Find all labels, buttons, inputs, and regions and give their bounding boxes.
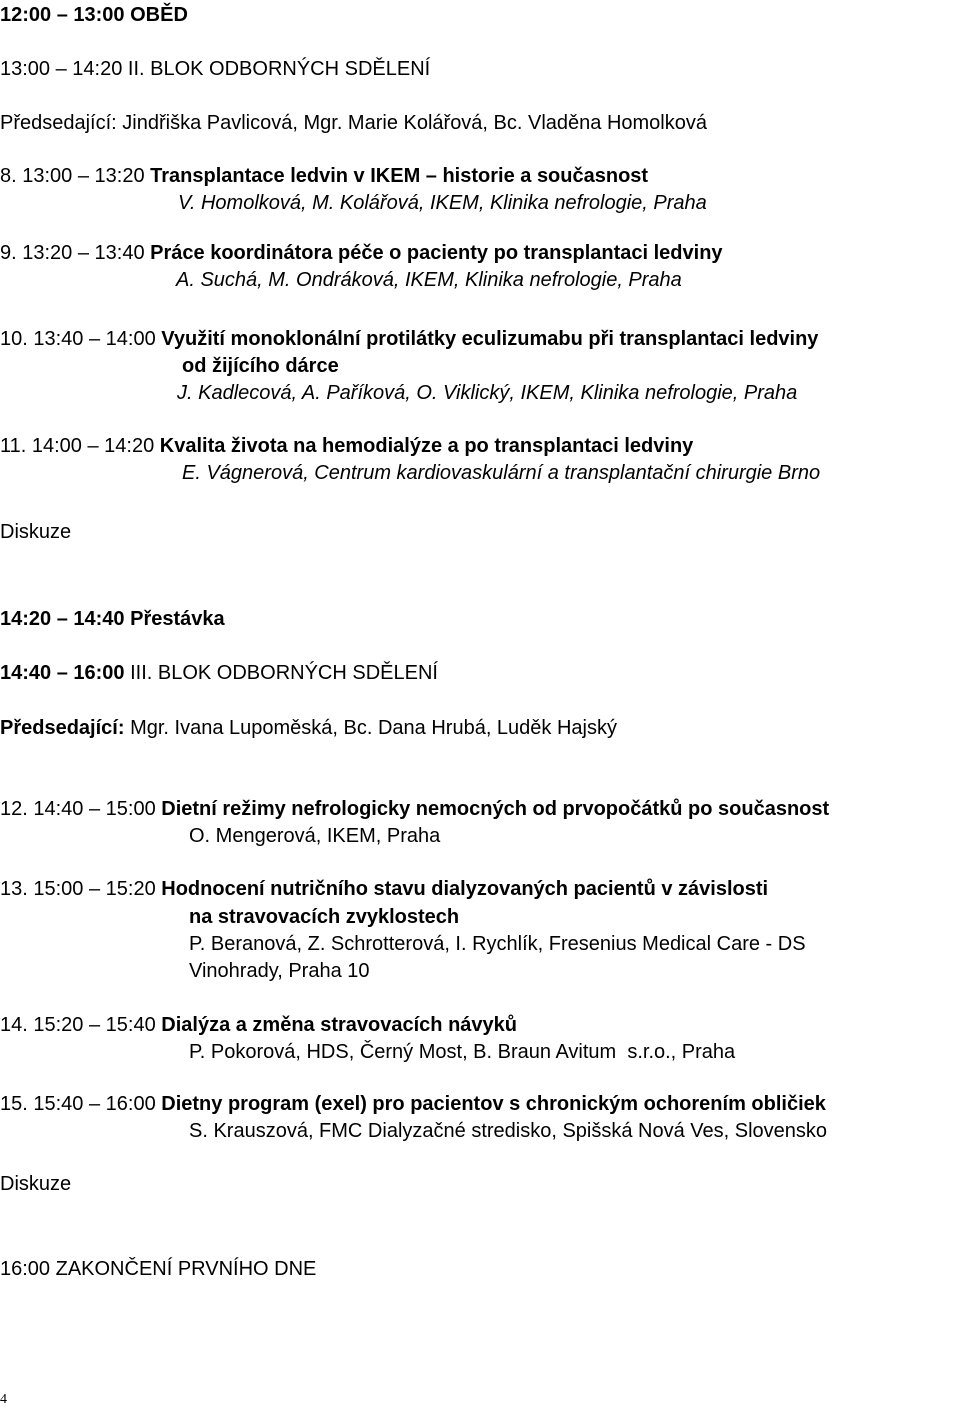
talk-15-title: Dietny program (exel) pro pacientov s chronickým ochorením obličiek xyxy=(161,1093,826,1115)
break-line xyxy=(0,607,225,631)
talk-15-time: 15. 15:40 – 16:00 xyxy=(0,1093,156,1115)
talk-8-line xyxy=(0,164,648,188)
talk-9-authors: A. Suchá, M. Ondráková, IKEM, Klinika nefrologie, Praha xyxy=(176,269,682,291)
lunch-block: 12:00 – 13:00 OBĚD xyxy=(0,4,188,26)
talk-9-title: Práce koordinátora péče o pacienty po transplantaci ledviny xyxy=(150,242,723,264)
block2-title: II. BLOK ODBORNÝCH SDĚLENÍ xyxy=(127,58,431,80)
talk-11-time: 11. 14:00 – 14:20 xyxy=(0,435,155,457)
page-number: 4 xyxy=(0,1392,7,1407)
block3-time: 14:40 – 16:00 xyxy=(0,662,125,684)
block2-chairs xyxy=(0,111,707,135)
talk-11-authors: E. Vágnerová, Centrum kardiovaskulární a transplantační chirurgie Brno xyxy=(182,462,821,484)
talk-14-time: 14. 15:20 – 15:40 xyxy=(0,1014,156,1036)
talk-15-line xyxy=(0,1092,826,1116)
discussion-2: Diskuze xyxy=(0,1173,72,1195)
talk-9-time: 9. 13:20 – 13:40 xyxy=(0,242,145,264)
break-title: Přestávka xyxy=(130,608,225,630)
talk-10-title-cont: od žijícího dárce xyxy=(182,355,339,377)
talk-13-title: Hodnocení nutričního stavu dialyzovaných pacientů v závislosti xyxy=(161,878,769,900)
talk-8-title: Transplantace ledvin v IKEM – historie a současnost xyxy=(150,165,649,187)
talk-10-time: 10. 13:40 – 14:00 xyxy=(0,328,156,350)
block2-chairs-label: Předsedající: xyxy=(0,112,117,134)
closing-line: 16:00 ZAKONČENÍ PRVNÍHO DNE xyxy=(0,1258,317,1280)
block3-chairs-names: Mgr. Ivana Lupoměská, Bc. Dana Hrubá, Luděk Hajský xyxy=(130,717,617,739)
talk-8-time: 8. 13:00 – 13:20 xyxy=(0,165,145,187)
talk-13-time: 13. 15:00 – 15:20 xyxy=(0,878,156,900)
talk-12-time: 12. 14:40 – 15:00 xyxy=(0,798,156,820)
block3-title: III. BLOK ODBORNÝCH SDĚLENÍ xyxy=(130,662,438,684)
talk-14-title: Dialýza a změna stravovacích návyků xyxy=(161,1014,518,1036)
talk-13-authors-cont: Vinohrady, Praha 10 xyxy=(189,960,370,982)
talk-13-authors: P. Beranová, Z. Schrotterová, I. Rychlík, Fresenius Medical Care - DS xyxy=(189,933,806,955)
talk-9-line xyxy=(0,241,723,265)
talk-13-line xyxy=(0,877,768,901)
talk-10-line xyxy=(0,327,818,351)
talk-14-authors: P. Pokorová, HDS, Černý Most, B. Braun Avitum s.r.o., Praha xyxy=(189,1041,736,1063)
talk-10-authors: J. Kadlecová, A. Paříková, O. Viklický, IKEM, Klinika nefrologie, Praha xyxy=(177,382,798,404)
block2-chairs-names: Jindřiška Pavlicová, Mgr. Marie Kolářová, Bc. Vladěna Homolková xyxy=(122,112,707,134)
block3-chairs xyxy=(0,716,617,740)
talk-10-title: Využití monoklonální protilátky eculizumabu při transplantaci ledviny xyxy=(161,328,819,350)
break-time: 14:20 – 14:40 xyxy=(0,608,125,630)
talk-8-authors: V. Homolková, M. Kolářová, IKEM, Klinika nefrologie, Praha xyxy=(178,192,707,214)
talk-12-line xyxy=(0,797,829,821)
block2-header xyxy=(0,57,430,81)
talk-12-title: Dietní režimy nefrologicky nemocných od prvopočátků po současnost xyxy=(161,798,830,820)
talk-12-authors: O. Mengerová, IKEM, Praha xyxy=(189,825,441,847)
block3-header xyxy=(0,661,438,685)
talk-13-title-cont: na stravovacích zvyklostech xyxy=(189,906,460,928)
discussion-1: Diskuze xyxy=(0,521,72,543)
talk-15-authors: S. Krauszová, FMC Dialyzačné stredisko, Spišská Nová Ves, Slovensko xyxy=(189,1120,828,1142)
talk-11-line xyxy=(0,434,693,458)
talk-14-line xyxy=(0,1013,517,1037)
talk-11-title: Kvalita života na hemodialýze a po transplantaci ledviny xyxy=(159,435,694,457)
block2-time: 13:00 – 14:20 xyxy=(0,58,123,80)
block3-chairs-label: Předsedající: xyxy=(0,717,125,739)
